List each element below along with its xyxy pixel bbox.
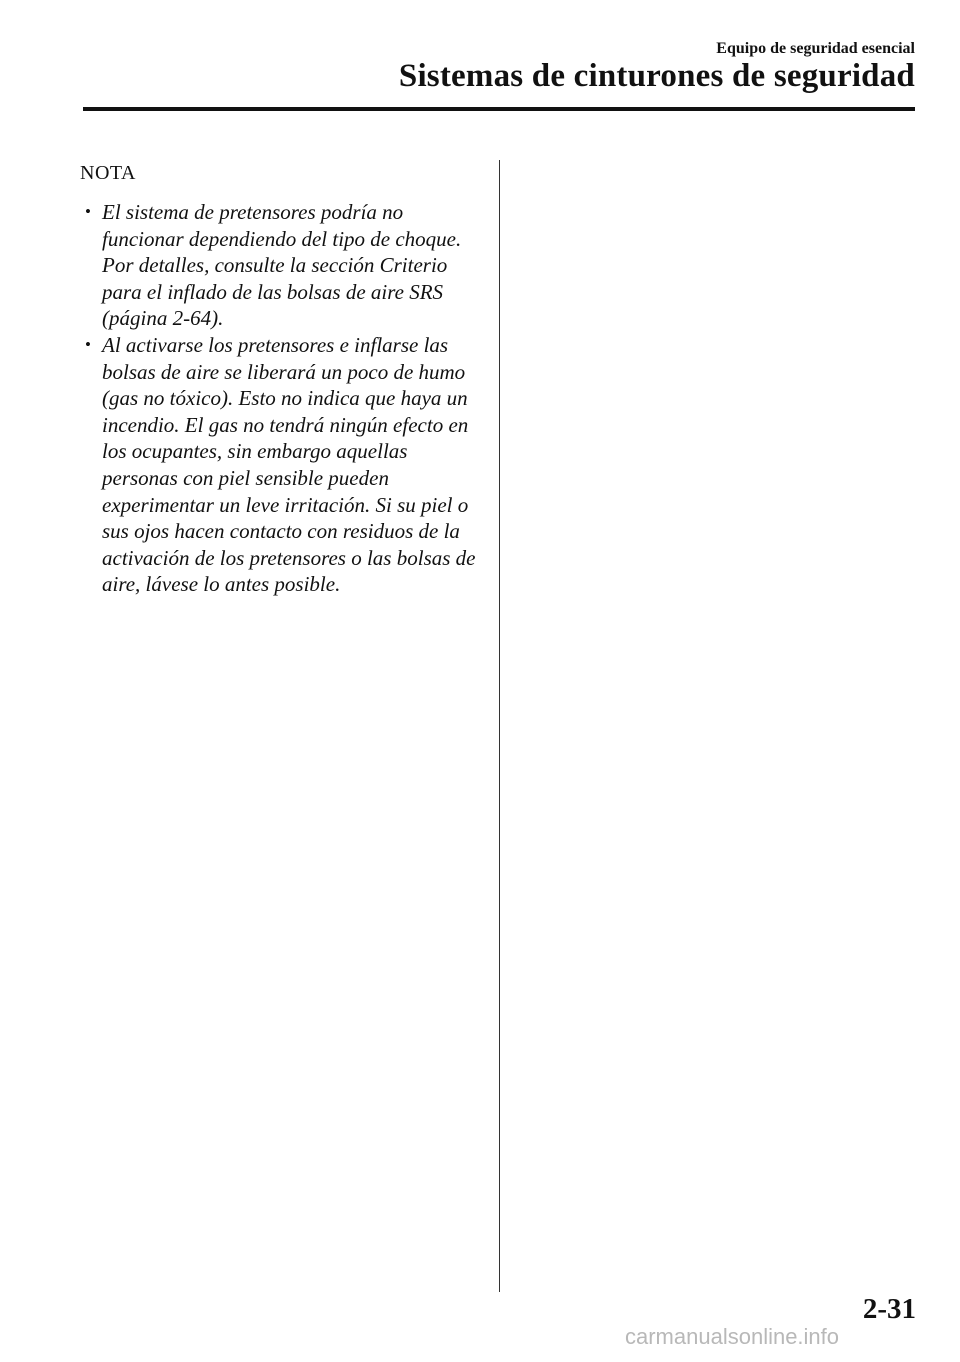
section-header: Equipo de seguridad esencial [716, 40, 915, 57]
note-item-text: El sistema de pretensores podría no funcionar dependiendo del tipo de choque. Por detalles, consulte la sección Criterio para el inflado de las bolsas de aire SRS (página 2-64). [102, 200, 462, 331]
note-label: NOTA [80, 162, 136, 184]
note-item-text: Al activarse los pretensores e inflarse las bolsas de aire se liberará un poco de humo (gas no tóxico). Esto no indica que haya un incendio. El gas no tendrá ningún efecto en los ocupantes, sin embargo aquellas personas con piel sensible pueden experimentar un leve irritación. Si su piel o sus ojos hacen contacto con residuos de la activación de los pretensores o las bolsas de aire, lávese lo antes posible. [102, 332, 476, 597]
note-item [80, 199, 480, 332]
header-divider [83, 107, 915, 111]
note-item [80, 332, 480, 598]
page-number: 2-31 [862, 1293, 916, 1325]
bullet-icon: • [85, 202, 91, 221]
page-title: Sistemas de cinturones de seguridad [398, 58, 915, 94]
bullet-icon: • [85, 334, 91, 354]
note-list [80, 199, 480, 598]
watermark: carmanualsonline.info [625, 1324, 840, 1349]
column-divider [499, 160, 500, 1292]
